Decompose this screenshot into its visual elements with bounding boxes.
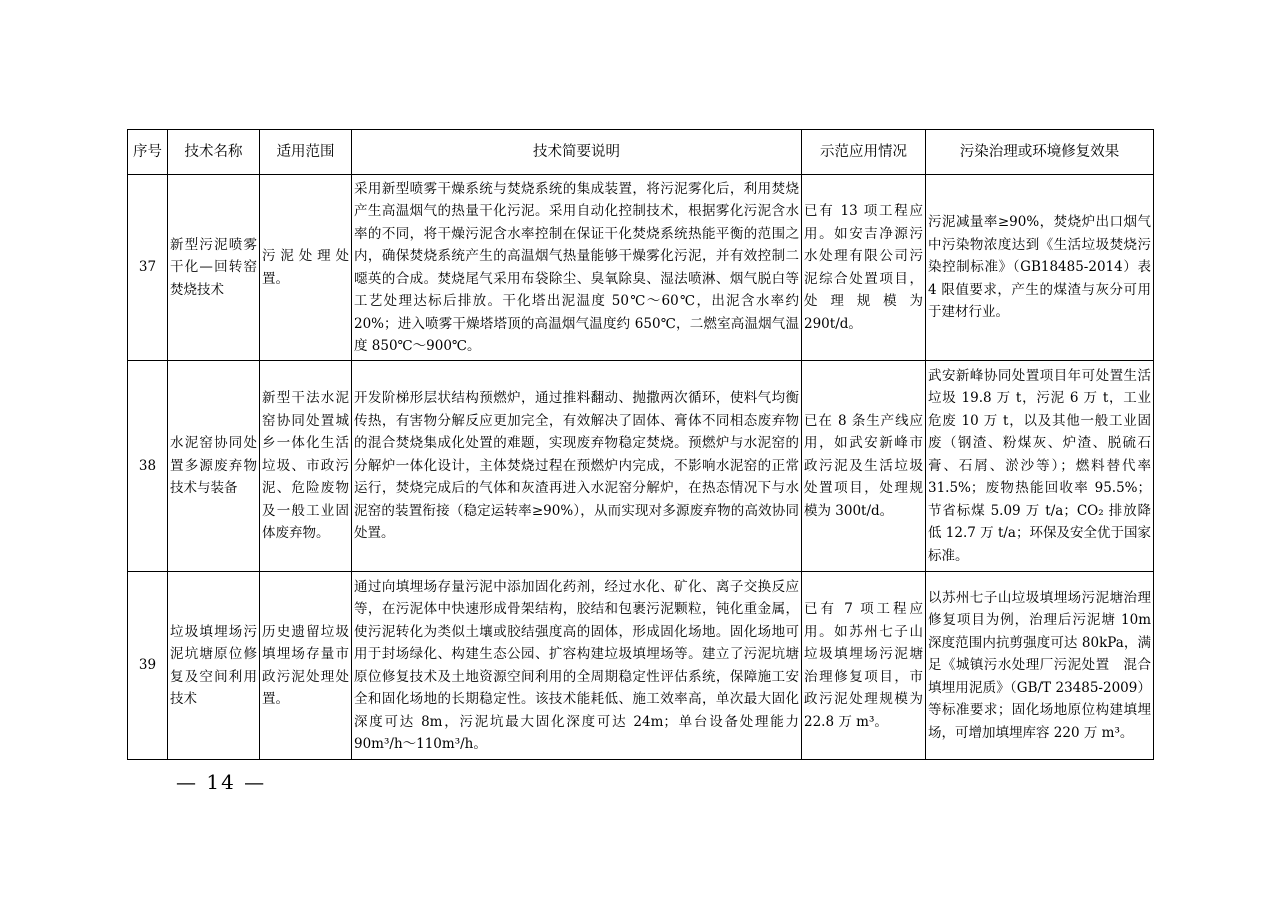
row-application: 已有 7 项工程应用。如苏州七子山垃圾填埋场污泥塘治理修复项目，市政污泥处理规模为22.8 万 m³。 (802, 572, 926, 760)
table-row (128, 175, 1154, 361)
header-tech-name: 技术名称 (168, 130, 260, 175)
row-tech-name: 垃圾填埋场污泥坑塘原位修复及空间利用技术 (168, 572, 260, 760)
row-scope: 新型干法水泥窑协同处置城乡一体化生活垃圾、市政污泥、危险废物及一般工业固体废弃物。 (260, 361, 352, 572)
row-seq: 38 (128, 361, 168, 572)
table-row (128, 361, 1154, 572)
row-application: 已在 8 条生产线应用，如武安新峰市政污泥及生活垃圾处置项目，处理规模为 300t/d。 (802, 361, 926, 572)
row-effect: 以苏州七子山垃圾填埋场污泥塘治理修复项目为例，治理后污泥塘 10m 深度范围内抗剪强度可达 80kPa，满足《城镇污水处理厂污泥处置 混合填埋用泥质》（GB/T 23485-2009）等标准要求；固化场地原位构建填埋场，可增加填埋库容 220 万 m³。 (926, 572, 1154, 760)
header-application: 示范应用情况 (802, 130, 926, 175)
page-number: — 14 — (176, 770, 267, 794)
header-description: 技术简要说明 (352, 130, 802, 175)
row-description: 采用新型喷雾干燥系统与焚烧系统的集成装置，将污泥雾化后，利用焚烧产生高温烟气的热量干化污泥。采用自动化控制技术，根据雾化污泥含水率的不同，将干燥污泥含水率控制在保证干化焚烧系统热能平衡的范围之内，确保焚烧系统产生的高温烟气热量能够干燥雾化污泥，并有效控制二噁英的合成。焚烧尾气采用布袋除尘、臭氧除臭、湿法喷淋、烟气脱白等工艺处理达标后排放。干化塔出泥温度 50℃～60℃，出泥含水率约 20%；进入喷雾干燥塔塔顶的高温烟气温度约 650℃，二燃室高温烟气温度 850℃～900℃。 (352, 175, 802, 361)
row-effect: 武安新峰协同处置项目年可处置生活垃圾 19.8 万 t，污泥 6 万 t，工业危废 10 万 t，以及其他一般工业固废（钢渣、粉煤灰、炉渣、脱硫石膏、石屑、淤沙等）；燃料替代率 31.5%；废物热能回收率 95.5%；节省标煤 5.09 万 t/a；CO₂ 排放降低 12.7 万 t/a；环保及安全优于国家标准。 (926, 361, 1154, 572)
row-seq: 39 (128, 572, 168, 760)
row-description: 开发阶梯形层状结构预燃炉，通过推料翻动、抛撒两次循环，使料气均衡传热，有害物分解反应更加完全，有效解决了固体、膏体不同相态废弃物的混合焚烧集成化处置的难题，实现废弃物稳定焚烧。预燃炉与水泥窑的分解炉一体化设计，主体焚烧过程在预燃炉内完成，不影响水泥窑的正常运行，焚烧完成后的气体和灰渣再进入水泥窑分解炉，在热态情况下与水泥窑的装置衔接（稳定运转率≥90%），从而实现对多源废弃物的高效协同处置。 (352, 361, 802, 572)
row-tech-name: 水泥窑协同处置多源废弃物技术与装备 (168, 361, 260, 572)
row-scope: 历史遗留垃圾填埋场存量市政污泥处理处置。 (260, 572, 352, 760)
row-tech-name: 新型污泥喷雾干化—回转窑焚烧技术 (168, 175, 260, 361)
header-effect: 污染治理或环境修复效果 (926, 130, 1154, 175)
header-seq: 序号 (128, 130, 168, 175)
table-row (128, 572, 1154, 760)
row-application: 已有 13 项工程应用。如安吉净源污水处理有限公司污泥综合处置项目，处理规模为290t/d。 (802, 175, 926, 361)
row-scope: 污泥处理处置。 (260, 175, 352, 361)
technology-table (127, 129, 1154, 760)
row-description: 通过向填埋场存量污泥中添加固化药剂，经过水化、矿化、离子交换反应等，在污泥体中快速形成骨架结构，胶结和包裹污泥颗粒，钝化重金属，使污泥转化为类似土壤或胶结强度高的固体，形成固化场地。固化场地可用于封场绿化、构建生态公园、扩容构建垃圾填埋场等。建立了污泥坑塘原位修复技术及土地资源空间利用的全周期稳定性评估系统，保障施工安全和固化场地的长期稳定性。该技术能耗低、施工效率高，单次最大固化深度可达 8m，污泥坑最大固化深度可达 24m；单台设备处理能力 90m³/h～110m³/h。 (352, 572, 802, 760)
row-seq: 37 (128, 175, 168, 361)
row-effect: 污泥减量率≥90%，焚烧炉出口烟气中污染物浓度达到《生活垃圾焚烧污染控制标准》（GB18485-2014）表 4 限值要求，产生的煤渣与灰分可用于建材行业。 (926, 175, 1154, 361)
header-scope: 适用范围 (260, 130, 352, 175)
table-header-row (128, 130, 1154, 175)
